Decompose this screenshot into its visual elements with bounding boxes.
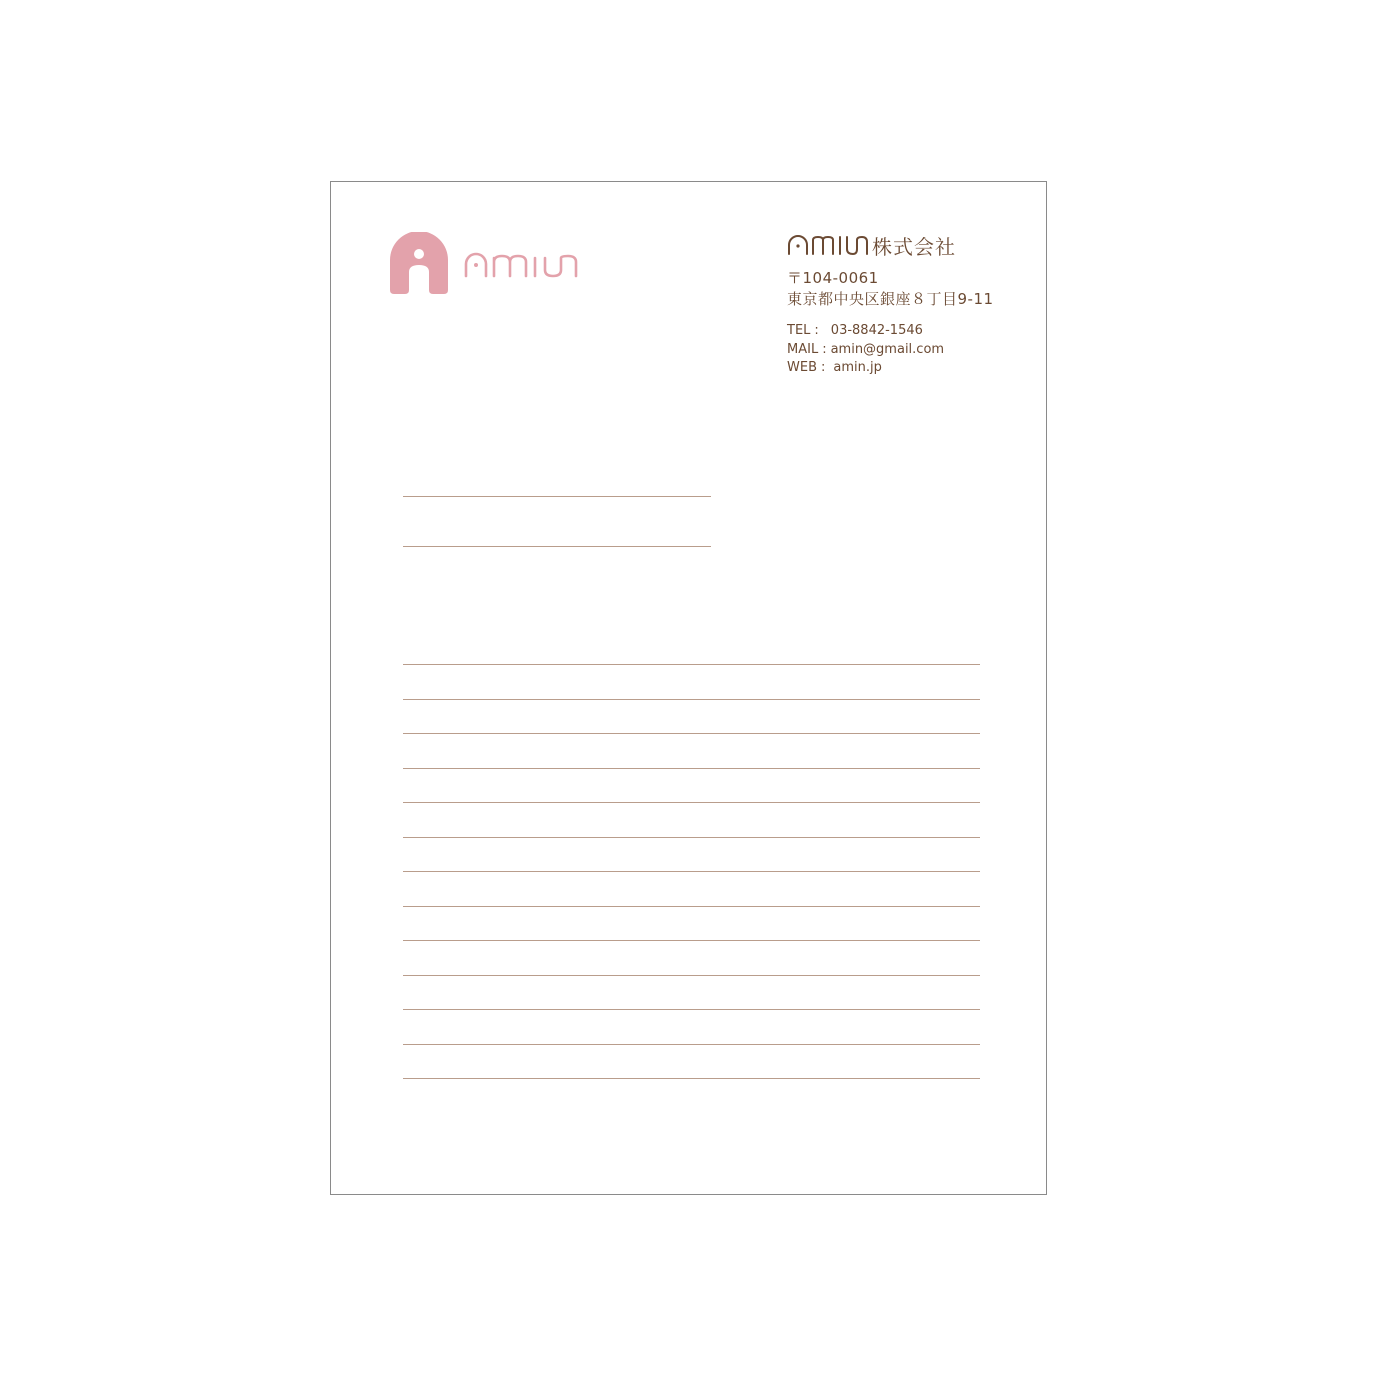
postal-code: 〒104-0061	[787, 269, 879, 287]
contact-separator: :	[822, 341, 827, 357]
web-value: amin.jp	[833, 360, 882, 375]
company-suffix: 株式会社	[872, 234, 956, 259]
body-line	[403, 802, 980, 803]
body-line	[403, 975, 980, 976]
body-line	[403, 664, 980, 665]
body-line	[403, 871, 980, 872]
body-line	[403, 733, 980, 734]
contact-label: TEL	[787, 323, 811, 338]
body-line	[403, 1009, 980, 1010]
body-line	[403, 837, 980, 838]
body-line	[403, 699, 980, 700]
contact-separator: :	[814, 323, 819, 338]
body-line	[403, 940, 980, 941]
body-line	[403, 1078, 980, 1079]
contact-label: MAIL	[787, 341, 819, 357]
mail-value: amin@gmail.com	[830, 341, 945, 357]
writing-lines	[331, 182, 1046, 1194]
letterhead-sheet	[330, 181, 1047, 1195]
street-address: 東京都中央区銀座８丁目9-11	[787, 290, 994, 308]
body-line	[403, 1044, 980, 1045]
recipient-line	[403, 546, 711, 547]
contact-label: WEB	[787, 360, 817, 375]
contact-separator: :	[821, 360, 826, 375]
body-line	[403, 768, 980, 769]
body-line	[403, 906, 980, 907]
tel-value: 03-8842-1546	[830, 323, 923, 338]
recipient-line	[403, 496, 711, 497]
